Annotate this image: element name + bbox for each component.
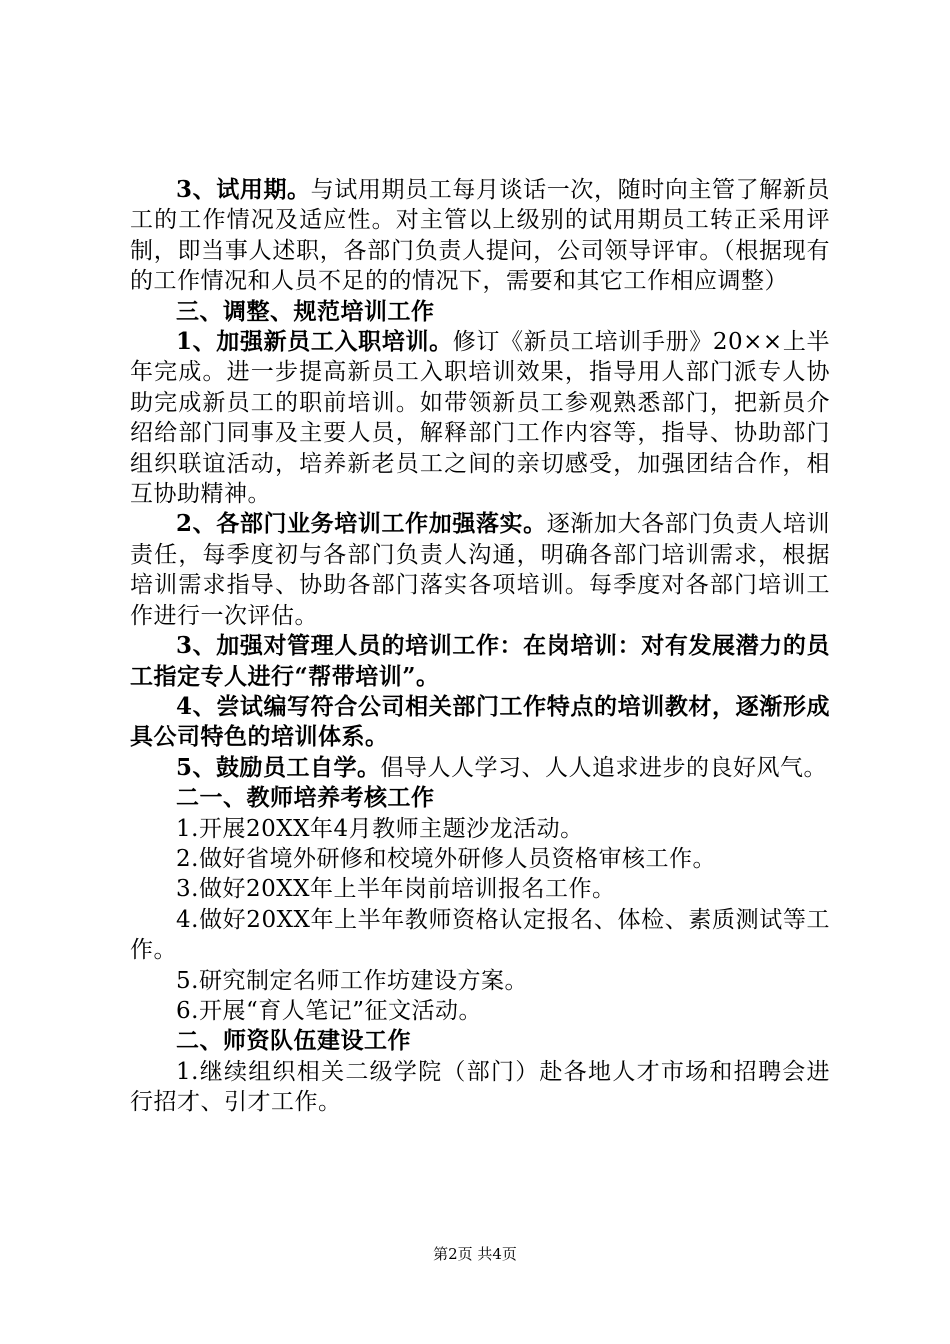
paragraph-text: 修订《新员工培训手册》20××上半年完成。进一步提高新员工入职培训效果，指导用人部门派专人协助完成新员工的职前培训。如带领新员工参观熟悉部门，把新员介绍给部门同事及主要人员，解释部门工作内容等，指导、协助部门组织联谊活动，培养新老员工之间的亲切感受，加强团结合作，相互协助精神。 bbox=[130, 329, 831, 508]
paragraph-training-materials bbox=[130, 692, 830, 753]
paragraph-text: 2.做好省境外研修和校境外研修人员资格审核工作。 bbox=[176, 845, 716, 872]
paragraph-text: 1.开展20XX年4月教师主题沙龙活动。 bbox=[176, 815, 584, 842]
section-heading-faculty bbox=[130, 1026, 830, 1056]
paragraph-text: 6.开展“育人笔记”征文活动。 bbox=[176, 997, 482, 1024]
section-heading-teacher-training bbox=[130, 783, 830, 813]
paragraph-text: 与试用期员工每月谈话一次，随时向主管了解新员工的工作情况及适应性。对主管以上级别的试用期员工转正采用评制，即当事人述职，各部门负责人提问，公司领导评审。（根据现有的工作情况和人员不足的的情况下，需要和其它工作相应调整） bbox=[130, 177, 830, 295]
list-item-teacher-6 bbox=[130, 996, 830, 1026]
list-item-teacher-2 bbox=[130, 844, 830, 874]
paragraph-self-study bbox=[130, 753, 830, 783]
list-item-teacher-4 bbox=[130, 905, 830, 966]
paragraph-lead: 3、加强对管理人员的培训工作：在岗培训：对有发展潜力的员工指定专人进行“帮带培训”。 bbox=[130, 632, 830, 690]
list-item-teacher-1 bbox=[130, 814, 830, 844]
paragraph-text: 3.做好20XX年上半年岗前培训报名工作。 bbox=[176, 876, 616, 903]
list-item-faculty-1 bbox=[130, 1057, 830, 1118]
paragraph-text: 5.研究制定名师工作坊建设方案。 bbox=[176, 967, 528, 994]
section-heading-training bbox=[130, 297, 830, 327]
paragraph-text: 逐渐加大各部门负责人培训责任，每季度初与各部门负责人沟通，明确各部门培训需求，根据培训需求指导、协助各部门落实各项培训。每季度对各部门培训工作进行一次评估。 bbox=[130, 511, 830, 629]
paragraph-text: 4.做好20XX年上半年教师资格认定报名、体检、素质测试等工作。 bbox=[130, 906, 830, 964]
document-body bbox=[130, 175, 830, 1118]
page-footer bbox=[0, 1244, 950, 1264]
paragraph-lead: 4、尝试编写符合公司相关部门工作特点的培训教材，逐渐形成具公司特色的培训体系。 bbox=[130, 692, 830, 751]
list-item-teacher-3 bbox=[130, 874, 830, 904]
paragraph-department-training bbox=[130, 509, 830, 631]
page-number-label: 第2页 共4页 bbox=[433, 1245, 517, 1263]
paragraph-lead: 1、加强新员工入职培训。 bbox=[176, 328, 453, 356]
paragraph-lead: 3、试用期。 bbox=[176, 176, 311, 203]
paragraph-lead: 5、鼓励员工自学。 bbox=[176, 753, 381, 781]
paragraph-manager-training bbox=[130, 631, 830, 692]
paragraph-probation bbox=[130, 175, 830, 297]
paragraph-text: 1.继续组织相关二级学院（部门）赴各地人才市场和招聘会进行招才、引才工作。 bbox=[130, 1058, 830, 1116]
paragraph-lead: 二、师资队伍建设工作 bbox=[176, 1027, 411, 1055]
paragraph-text: 倡导人人学习、人人追求进步的良好风气。 bbox=[380, 754, 828, 781]
paragraph-lead: 2、各部门业务培训工作加强落实。 bbox=[176, 510, 547, 538]
list-item-teacher-5 bbox=[130, 966, 830, 996]
paragraph-lead: 二一、教师培养考核工作 bbox=[176, 784, 435, 812]
paragraph-text: 三、调整、规范培训工作 bbox=[176, 297, 435, 325]
paragraph-new-employee-training bbox=[130, 327, 830, 509]
